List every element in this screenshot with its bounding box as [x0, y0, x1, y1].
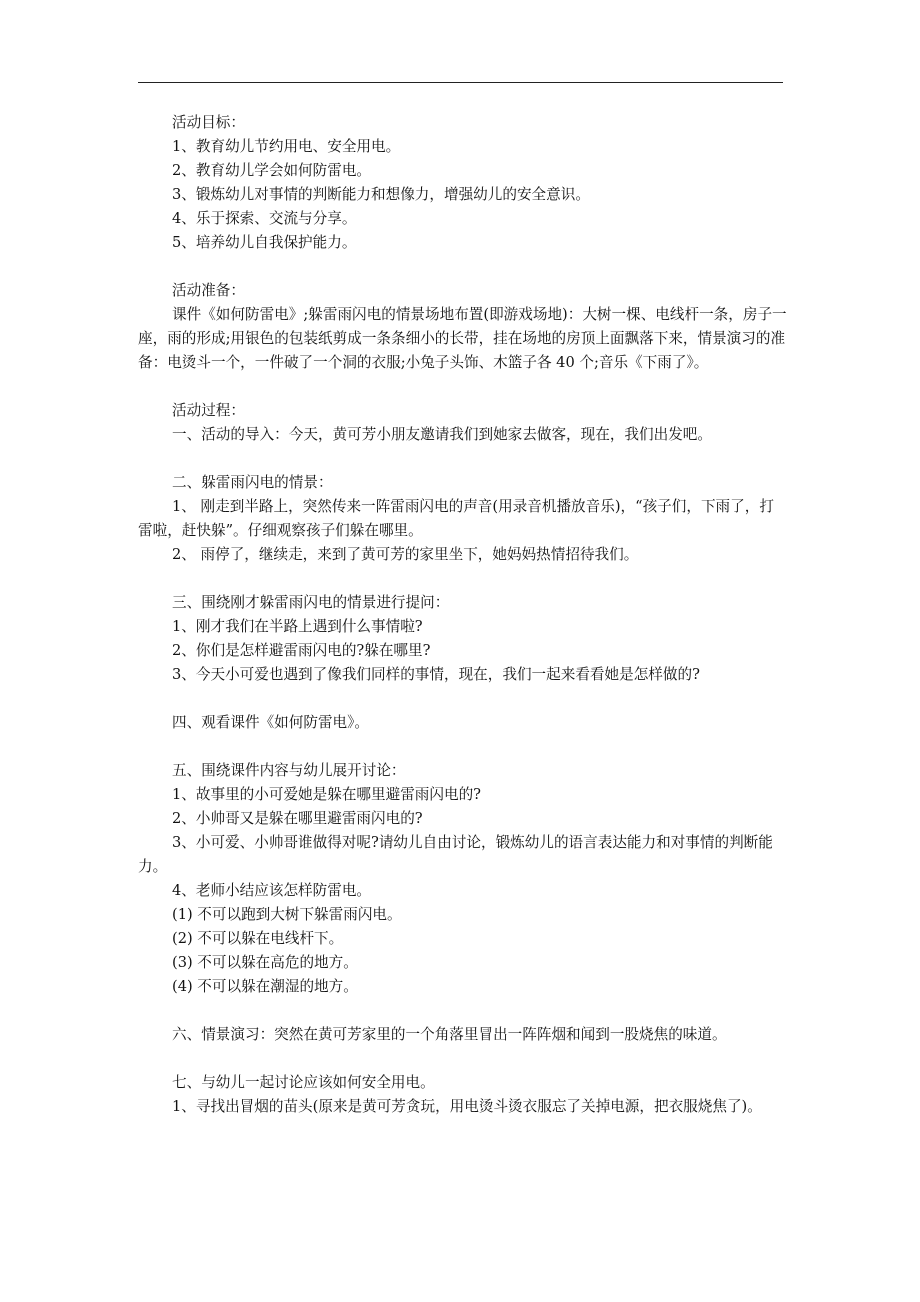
- section-item: 3、小可爱、小帅哥谁做得对呢?请幼儿自由讨论，锻炼幼儿的语言表达能力和对事情的判断能力。: [138, 834, 773, 875]
- section-title: 六、情景演习：突然在黄可芳家里的一个角落里冒出一阵阵烟和闻到一股烧焦的味道。: [172, 1026, 727, 1043]
- section-item: (4) 不可以躲在潮湿的地方。: [172, 978, 358, 995]
- section-item: 2、你们是怎样避雷雨闪电的?躲在哪里?: [172, 642, 431, 659]
- section-item: 2、小帅哥又是躲在哪里避雷雨闪电的?: [172, 810, 423, 827]
- goal-item: 5、培养幼儿自我保护能力。: [172, 234, 357, 251]
- document-body: [138, 111, 788, 1119]
- goal-item: 2、教育幼儿学会如何防雷电。: [172, 162, 372, 179]
- section-item: 1、刚才我们在半路上遇到什么事情啦?: [172, 618, 423, 635]
- section-title: 四、观看课件《如何防雷电》。: [172, 714, 370, 731]
- section-item: (1) 不可以跑到大树下躲雷雨闪电。: [172, 906, 402, 923]
- spacer: [138, 687, 788, 711]
- section-item: (3) 不可以躲在高危的地方。: [172, 954, 358, 971]
- prep-text: 课件《如何防雷电》;躲雷雨闪电的情景场地布置(即游戏场地)：大树一棵、电线杆一条，房子一座，雨的形成;用银色的包装纸剪成一条条细小的长带，挂在场地的房顶上面飘落下来，情景演习的准备：电烫斗一个，一件破了一个洞的衣服;小兔子头饰、木篮子各 40 个;音乐《下雨了》。: [138, 306, 787, 371]
- spacer: [138, 567, 788, 591]
- section-title: 七、与幼儿一起讨论应该如何安全用电。: [172, 1074, 435, 1091]
- goal-item: 4、乐于探索、交流与分享。: [172, 210, 357, 227]
- section-item: 1、 刚走到半路上，突然传来一阵雷雨闪电的声音(用录音机播放音乐)，“孩子们，下雨了，打雷啦，赶快躲”。仔细观察孩子们躲在哪里。: [138, 498, 774, 539]
- section-title: 二、躲雷雨闪电的情景：: [172, 474, 333, 491]
- process-heading: 活动过程：: [172, 402, 245, 419]
- spacer: [138, 735, 788, 759]
- section-item: 1、寻找出冒烟的苗头(原来是黄可芳贪玩，用电烫斗烫衣服忘了关掉电源，把衣服烧焦了)。: [172, 1098, 762, 1115]
- goal-item: 3、锻炼幼儿对事情的判断能力和想像力，增强幼儿的安全意识。: [172, 186, 590, 203]
- section-item: 3、今天小可爱也遇到了像我们同样的事情，现在，我们一起来看看她是怎样做的?: [172, 666, 700, 683]
- spacer: [138, 1047, 788, 1071]
- header-rule: [138, 82, 783, 83]
- section-title: 五、围绕课件内容与幼儿展开讨论：: [172, 762, 406, 779]
- prep-heading: 活动准备：: [172, 282, 245, 299]
- section-intro: 一、活动的导入：今天，黄可芳小朋友邀请我们到她家去做客，现在，我们出发吧。: [172, 426, 712, 443]
- section-title: 三、围绕刚才躲雷雨闪电的情景进行提问：: [172, 594, 450, 611]
- goal-heading: 活动目标：: [172, 114, 245, 131]
- spacer: [138, 447, 788, 471]
- spacer: [138, 375, 788, 399]
- spacer: [138, 999, 788, 1023]
- section-item: 2、 雨停了，继续走，来到了黄可芳的家里坐下，她妈妈热情招待我们。: [172, 546, 639, 563]
- section-item: (2) 不可以躲在电线杆下。: [172, 930, 344, 947]
- section-item: 4、老师小结应该怎样防雷电。: [172, 882, 372, 899]
- goal-item: 1、教育幼儿节约用电、安全用电。: [172, 138, 401, 155]
- section-item: 1、故事里的小可爱她是躲在哪里避雷雨闪电的?: [172, 786, 481, 803]
- spacer: [138, 255, 788, 279]
